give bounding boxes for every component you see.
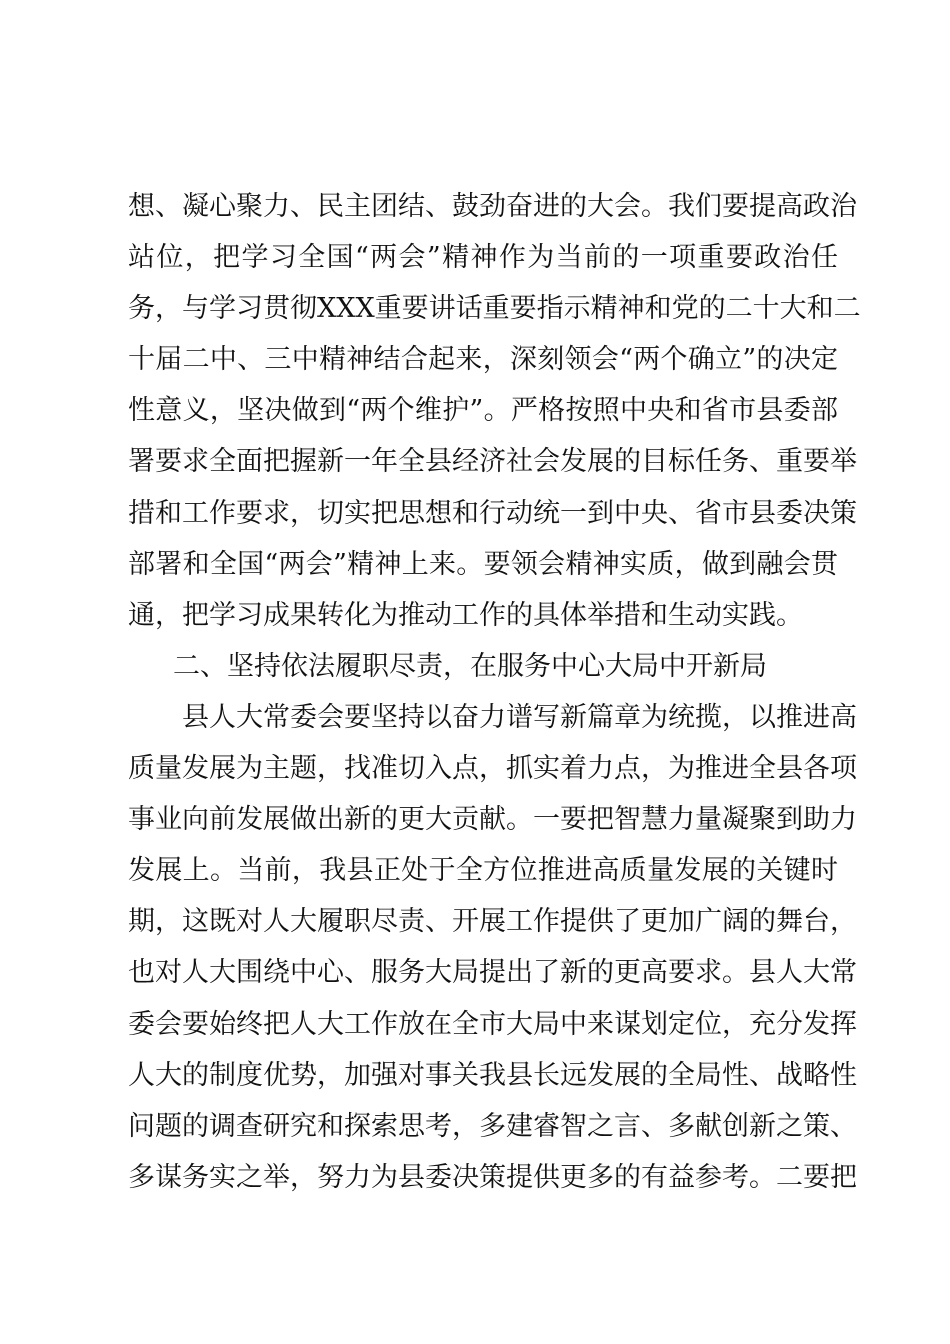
text-line: 委会要始终把人大工作放在全市大局中来谋划定位，充分发挥: [128, 1008, 857, 1040]
text-line: 站位，把学习全国“两会”精神作为当前的一项重要政治任: [128, 242, 838, 274]
text-line: 人大的制度优势，加强对事关我县长远发展的全局性、战略性: [128, 1059, 857, 1091]
text-line: 多谋务实之举，努力为县委决策提供更多的有益参考。二要把: [128, 1161, 857, 1193]
text-line: 部署和全国“两会”精神上来。要领会精神实质，做到融会贯: [128, 548, 838, 580]
text-line: 通，把学习成果转化为推动工作的具体举措和生动实践。: [128, 599, 803, 631]
text-line: 性意义，坚决做到“两个维护”。严格按照中央和省市县委部: [128, 395, 838, 427]
text-line: 措和工作要求，切实把思想和行动统一到中央、省市县委决策: [128, 497, 857, 529]
text-line: 务，与学习贯彻XXX重要讲话重要指示精神和党的二十大和二: [128, 293, 861, 325]
text-line: 署要求全面把握新一年全县经济社会发展的目标任务、重要举: [128, 446, 857, 478]
text-line: 十届二中、三中精神结合起来，深刻领会“两个确立”的决定: [128, 344, 838, 376]
section-heading: 二、坚持依法履职尽责，在服务中心大局中开新局: [173, 650, 767, 682]
text-line: 问题的调查研究和探索思考，多建睿智之言、多献创新之策、: [128, 1110, 857, 1142]
text-line: 想、凝心聚力、民主团结、鼓劲奋进的大会。我们要提高政治: [128, 191, 857, 222]
document-body: [128, 181, 861, 1203]
text-line: 质量发展为主题，找准切入点，抓实着力点，为推进全县各项: [128, 753, 857, 785]
text-line: 发展上。当前，我县正处于全方位推进高质量发展的关键时: [128, 855, 838, 887]
text-line: 期，这既对人大履职尽责、开展工作提供了更加广阔的舞台，: [128, 906, 857, 938]
paragraph-first-line: 县人大常委会要坚持以奋力谱写新篇章为统揽，以推进高: [182, 701, 857, 733]
text-line: 事业向前发展做出新的更大贡献。一要把智慧力量凝聚到助力: [128, 804, 857, 836]
text-line: 也对人大围绕中心、服务大局提出了新的更高要求。县人大常: [128, 957, 857, 989]
